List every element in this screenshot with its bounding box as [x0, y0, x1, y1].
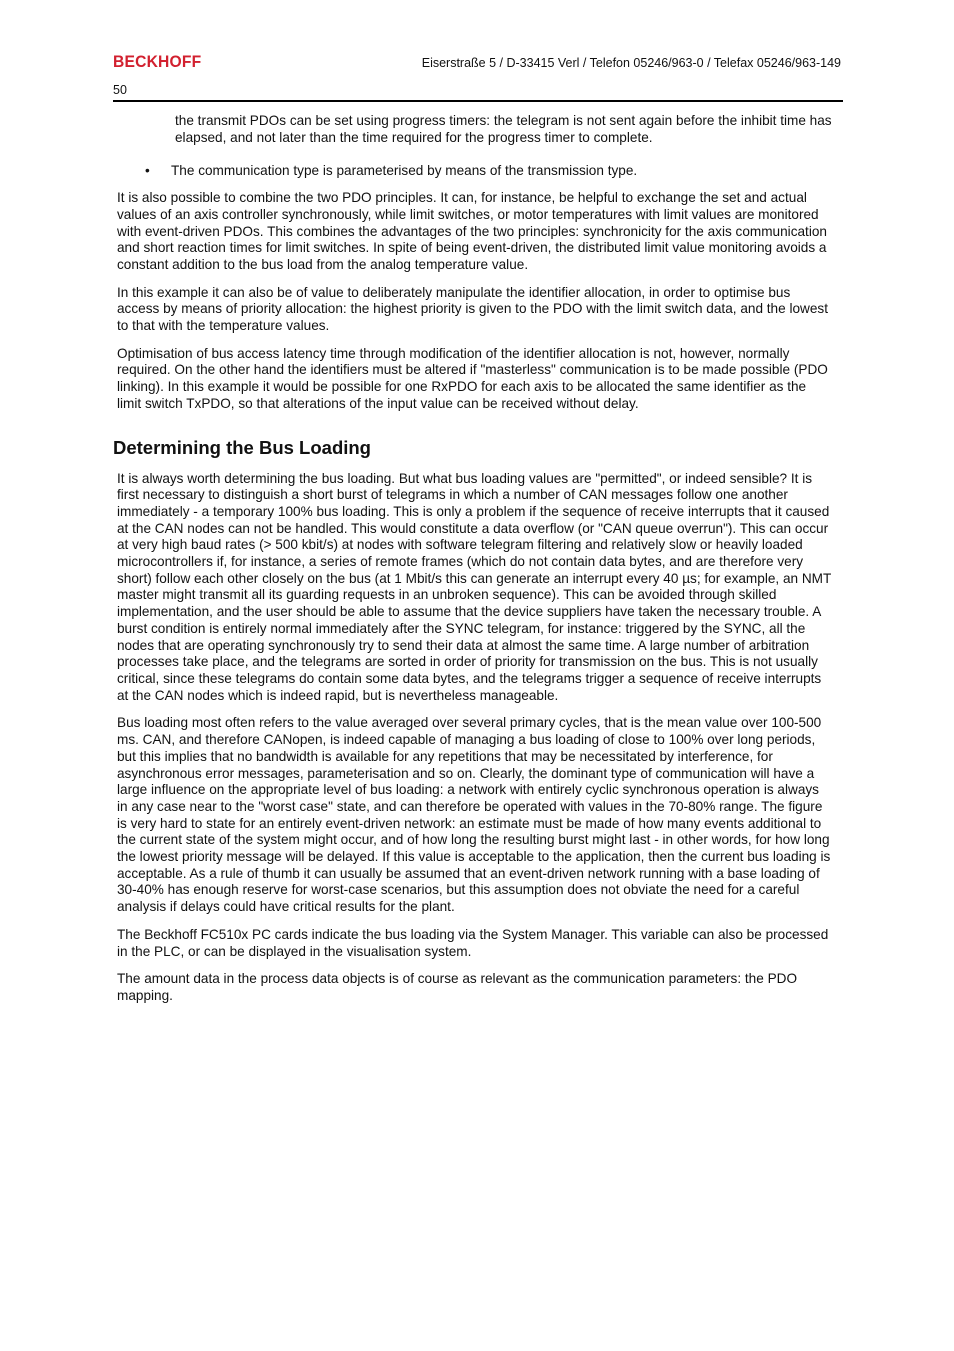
paragraph: Bus loading most often refers to the value averaged over several primary cycles, that is the mean value over 100-500 ms. CAN, and therefore CANopen, is indeed capable of managing a bus loading of close to 100% over long periods, but this implies that no bandwidth is available for any repetitions that may be necessitated by interference, for asynchronous error messages, parameterisation and so on. Clearly, the dominant type of communication will have a large influence on the appropriate level of bus loading: a network with entirely cyclic synchronous operation is always in any case near to the "worst case" state, and can therefore be operated with values in the 70-80% range. The figure is very hard to state for an entirely event-driven network: an estimate must be made of how many events additional to the current state of the system might occur, and of how long the resulting burst might last - in other words, for how long the lowest priority message will be delayed. If this value is acceptable to the application, then the current bus loading is acceptable. As a rule of thumb it can usually be assumed that an event-driven network running with a base loading of 30-40% has enough reserve for worst-case scenarios, but this assumption does not obviate the need for a careful analysis if delays could have critical results for the plant. [117, 715, 831, 915]
header-address: Eiserstraße 5 / D-33415 Verl / Telefon 05246/963-0 / Telefax 05246/963-149 [421, 56, 841, 70]
paragraph: In this example it can also be of value to deliberately manipulate the identifier allocation, in order to optimise bus access by means of priority allocation: the highest priority is given to the PDO with the limit switch data, and the lowest to that with the temperature values. [117, 284, 828, 334]
paragraph: The Beckhoff FC510x PC cards indicate the bus loading via the System Manager. This variable can also be processed in the PLC, or can be displayed in the visualisation system. [117, 926, 829, 959]
page-number: 50 [113, 83, 127, 97]
paragraph: It is also possible to combine the two PDO principles. It can, for instance, be helpful to exchange the set and actual values of an axis controller synchronously, while limit switches, or motor temperatures with limit values are monitored with event-driven PDOs. This combines the advantages of the two principles: synchronicity for the axis communication and short reaction times for limit switches. In spite of being event-driven, the distributed limit value monitoring avoids a constant addition to the bus load from the analog temperature value. [117, 190, 827, 272]
bullet-text: The communication type is parameterised by means of the transmission type. [171, 163, 638, 179]
paragraph: It is always worth determining the bus loading. But what bus loading values are "permitted", or indeed sensible? It is first necessary to distinguish a short burst of telegrams in which a number of CAN messages follow one another immediately - a temporary 100% bus loading. This is only a problem if the sequence of receive interrupts that it caused at the CAN nodes can not be handled. This would constitute a data overflow (or "CAN queue overrun"). This can occur at very high baud rates (> 500 kbit/s) at nodes with software telegram filtering and relatively slow or heavily loaded microcontrollers if, for instance, a series of remote frames (which do not contain data bytes, and are therefore very short) follow each other closely on the bus (at 1 Mbit/s this can generate an interrupt every 40 µs; for example, an NMT master might transmit all its guarding requests in an unbroken sequence). This can be avoided through skilled implementation, and the user should be able to assume that the device suppliers have taken the necessary trouble. A burst condition is entirely normal immediately after the SYNC telegram, for instance: triggered by the SYNC, all the nodes that are operating synchronously try to send their data at almost the same time. A large number of arbitration processes take place, and the telegrams are sorted in order of priority for transmission on the bus. This is not usually critical, since these telegrams do contain some data bytes, and the telegrams trigger a sequence of receive interrupts at the CAN nodes which is indeed rapid, but is nevertheless manageable. [117, 470, 832, 703]
header-rule [113, 100, 843, 102]
beckhoff-logo: BECKHOFF [113, 52, 202, 71]
paragraph: Optimisation of bus access latency time through modification of the identifier allocation is not, however, normally required. On the other hand the identifiers must be altered if "masterless" communication is to be made possible (PDO linking). In this example it would be possible for one RxPDO for each axis to be allocated the same identifier as the limit switch TxPDO, so that alterations of the input value can be received without delay. [117, 345, 828, 411]
section-heading: Determining the Bus Loading [113, 436, 371, 458]
document-body [113, 113, 833, 1016]
paragraph: The amount data in the process data objects is of course as relevant as the communication parameters: the PDO mapping. [117, 971, 798, 1003]
bullet-icon: • [145, 163, 150, 179]
continuation-paragraph: the transmit PDOs can be set using progress timers: the telegram is not sent again before the inhibit time has elapsed, and not later than the time required for the progress timer to complete. [175, 113, 832, 145]
bullet-item [117, 163, 833, 180]
